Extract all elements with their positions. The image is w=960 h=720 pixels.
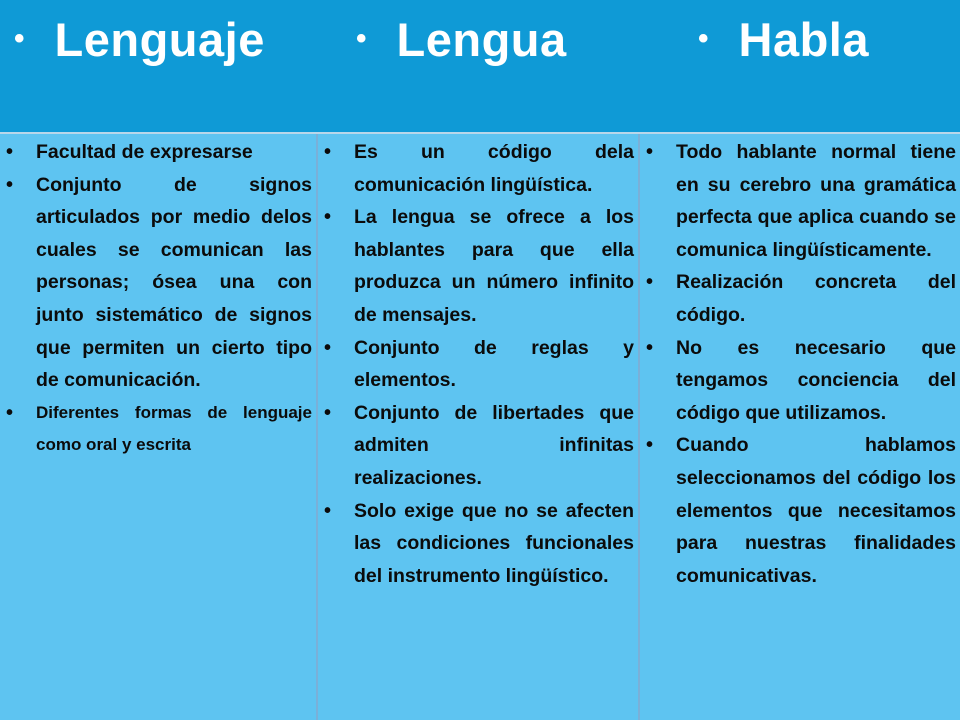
list-habla [640,136,960,592]
column-habla [640,132,960,720]
title-word: Lenguaje [54,12,265,66]
title-lengua [356,4,567,74]
bullet-icon: • [324,336,332,359]
item-text: Realización concreta del código. [676,271,956,326]
title-word: Lengua [396,12,567,66]
list-item [318,397,638,495]
bullet-icon: • [646,141,654,163]
item-text: Facultad de expresarse [36,141,253,163]
list-item [0,169,316,397]
bullet-icon: • [6,141,14,163]
list-item [318,136,638,201]
bullet-icon: • [356,22,367,55]
bullet-icon: • [324,401,332,424]
title-habla [698,4,869,74]
bullet-icon: • [646,434,654,457]
bullet-icon: • [698,22,709,55]
column-lenguaje [0,132,318,720]
bullet-icon: • [6,401,14,424]
divider [0,132,960,134]
list-item [0,397,316,462]
item-text: Conjunto de signos articulados por medio delos cuales se comunican las personas; ósea una con junto sistemático de signos que permiten un cierto tipo de comunicación. [36,173,312,392]
list-item [640,429,960,592]
bullet-icon: • [324,206,332,229]
list-item [640,332,960,430]
item-text: La lengua se ofrece a los hablantes para que ella produzca un número infinito de mensajes. [354,206,634,326]
title-word: Habla [738,12,870,66]
item-text: Es un código dela comunicación lingüística. [354,141,634,196]
list-item [640,136,960,266]
list-lenguaje [0,136,316,462]
item-text: Conjunto de reglas y elementos. [354,336,634,392]
item-text: No es necesario que tengamos conciencia del código que utilizamos. [676,336,956,424]
list-item [0,136,316,169]
bullet-icon: • [324,499,332,522]
list-item [318,201,638,331]
item-text: Cuando hablamos seleccionamos del código los elementos que necesitamos para nuestras finalidades comunicativas. [676,434,956,587]
title-lenguaje [14,4,265,74]
title-bar [0,0,960,132]
bullet-icon: • [14,22,25,55]
list-lengua [318,136,638,592]
item-text: Solo exige que no se afecten las condiciones funcionales del instrumento lingüístico. [354,499,634,587]
list-item [640,266,960,331]
item-text: Diferentes formas de lenguaje como oral y escrita [36,402,312,455]
bullet-icon: • [6,173,14,196]
column-lengua [318,132,640,720]
bullet-icon: • [646,336,654,359]
list-item [318,495,638,593]
bullet-icon: • [324,141,332,163]
list-item [318,332,638,397]
item-text: Conjunto de libertades que admiten infinitas realizaciones. [354,401,634,489]
bullet-icon: • [646,271,654,294]
item-text: Todo hablante normal tiene en su cerebro una gramática perfecta que aplica cuando se comunica lingüísticamente. [676,141,956,261]
